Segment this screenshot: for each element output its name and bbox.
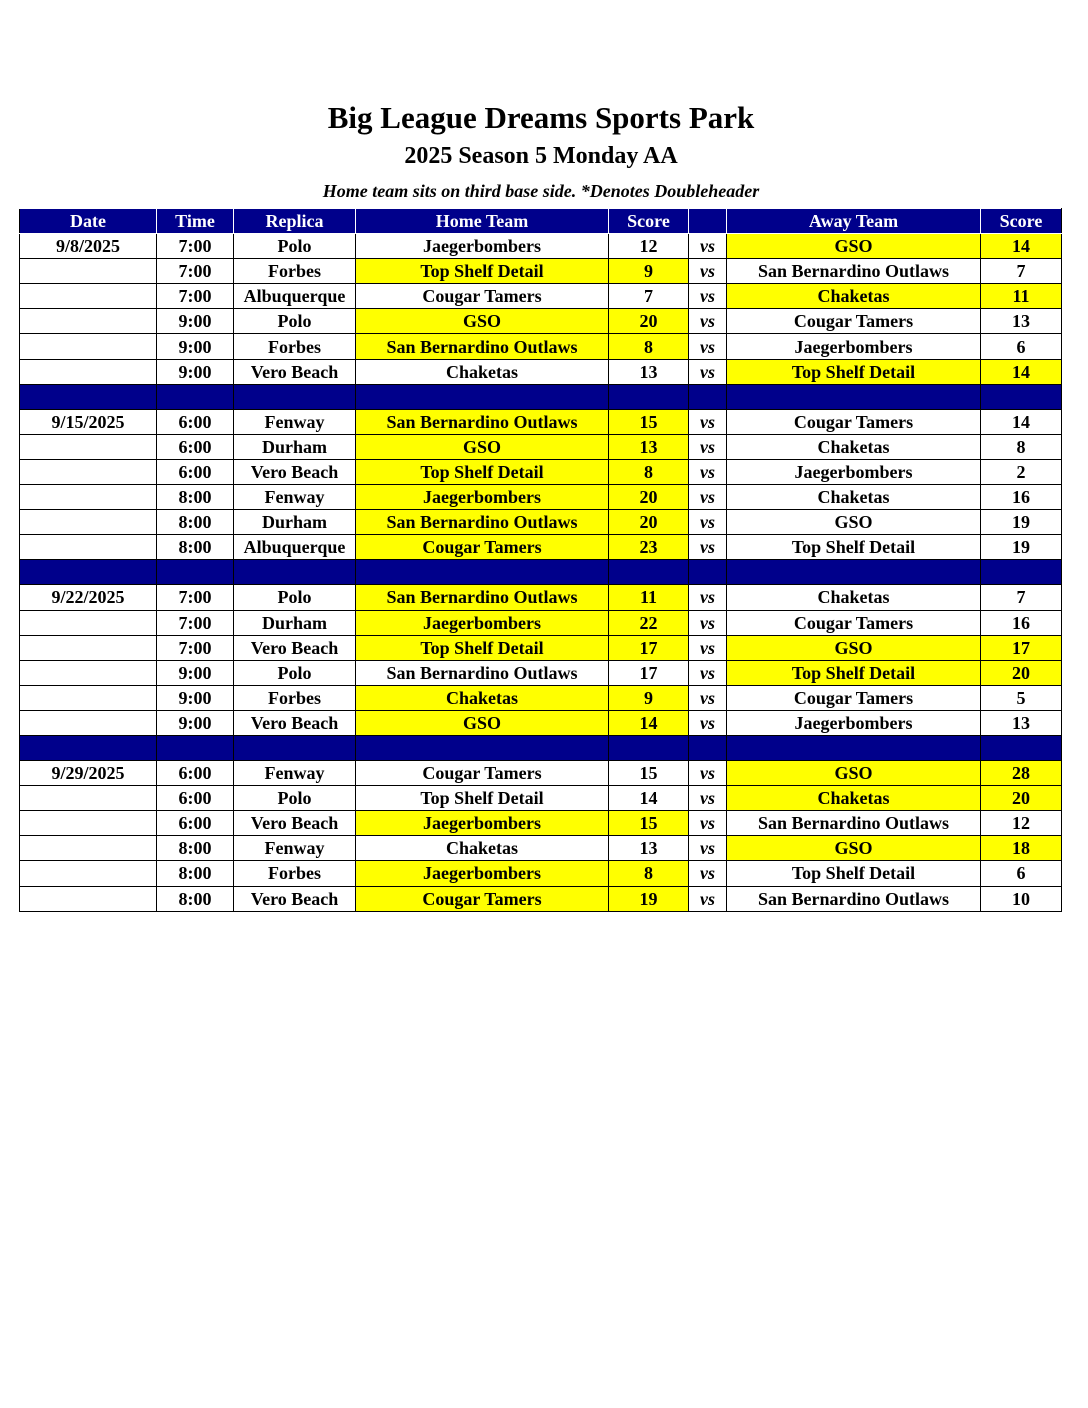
- home-score-cell: 9: [609, 259, 689, 284]
- home-score-cell: 15: [609, 409, 689, 434]
- time-cell: 7:00: [157, 234, 234, 259]
- time-cell: 7:00: [157, 635, 234, 660]
- separator-cell: [609, 384, 689, 409]
- schedule-table: [19, 208, 1062, 912]
- away-team-cell: Cougar Tamers: [727, 309, 981, 334]
- away-team-cell: GSO: [727, 836, 981, 861]
- home-team-cell: GSO: [356, 434, 609, 459]
- schedule-body: [20, 234, 1062, 912]
- vs-cell: vs: [689, 861, 727, 886]
- home-score-cell: 15: [609, 761, 689, 786]
- vs-cell: vs: [689, 359, 727, 384]
- home-team-cell: San Bernardino Outlaws: [356, 409, 609, 434]
- separator-cell: [157, 560, 234, 585]
- away-team-cell: Chaketas: [727, 786, 981, 811]
- week-separator-row: [20, 560, 1062, 585]
- home-score-cell: 8: [609, 334, 689, 359]
- away-team-cell: Cougar Tamers: [727, 685, 981, 710]
- away-team-cell: San Bernardino Outlaws: [727, 259, 981, 284]
- away-score-cell: 16: [981, 610, 1062, 635]
- time-cell: 7:00: [157, 284, 234, 309]
- game-row: [20, 284, 1062, 309]
- away-team-cell: Chaketas: [727, 284, 981, 309]
- time-cell: 9:00: [157, 334, 234, 359]
- replica-cell: Vero Beach: [234, 635, 356, 660]
- time-cell: 6:00: [157, 811, 234, 836]
- away-team-cell: Chaketas: [727, 485, 981, 510]
- replica-cell: Polo: [234, 786, 356, 811]
- date-cell: [20, 836, 157, 861]
- schedule-note: Home team sits on third base side. *Denotes Doubleheader: [322, 181, 760, 201]
- away-team-cell: Chaketas: [727, 585, 981, 610]
- game-row: [20, 610, 1062, 635]
- away-score-cell: 20: [981, 786, 1062, 811]
- replica-cell: Polo: [234, 585, 356, 610]
- separator-cell: [727, 560, 981, 585]
- separator-cell: [157, 384, 234, 409]
- home-score-cell: 8: [609, 459, 689, 484]
- date-cell: [20, 610, 157, 635]
- away-score-cell: 8: [981, 434, 1062, 459]
- vs-cell: vs: [689, 710, 727, 735]
- home-team-cell: Jaegerbombers: [356, 485, 609, 510]
- vs-cell: vs: [689, 660, 727, 685]
- away-score-cell: 10: [981, 886, 1062, 911]
- home-team-cell: Cougar Tamers: [356, 284, 609, 309]
- away-score-cell: 19: [981, 535, 1062, 560]
- separator-cell: [727, 735, 981, 760]
- away-team-cell: Cougar Tamers: [727, 610, 981, 635]
- game-row: [20, 761, 1062, 786]
- home-team-cell: Jaegerbombers: [356, 234, 609, 259]
- date-cell: 9/22/2025: [20, 585, 157, 610]
- game-row: [20, 259, 1062, 284]
- home-score-cell: 7: [609, 284, 689, 309]
- home-score-cell: 14: [609, 710, 689, 735]
- vs-cell: vs: [689, 585, 727, 610]
- date-cell: [20, 635, 157, 660]
- home-team-cell: Top Shelf Detail: [356, 459, 609, 484]
- home-score-cell: 11: [609, 585, 689, 610]
- vs-cell: vs: [689, 535, 727, 560]
- vs-cell: vs: [689, 409, 727, 434]
- time-cell: 7:00: [157, 610, 234, 635]
- away-score-cell: 17: [981, 635, 1062, 660]
- away-score-cell: 20: [981, 660, 1062, 685]
- game-row: [20, 660, 1062, 685]
- time-cell: 8:00: [157, 861, 234, 886]
- home-team-cell: Jaegerbombers: [356, 811, 609, 836]
- separator-cell: [609, 735, 689, 760]
- home-team-cell: Chaketas: [356, 836, 609, 861]
- game-row: [20, 886, 1062, 911]
- game-row: [20, 836, 1062, 861]
- time-cell: 6:00: [157, 409, 234, 434]
- home-score-cell: 19: [609, 886, 689, 911]
- away-team-cell: GSO: [727, 635, 981, 660]
- date-cell: [20, 259, 157, 284]
- home-score-cell: 14: [609, 786, 689, 811]
- home-team-cell: Jaegerbombers: [356, 610, 609, 635]
- away-score-cell: 6: [981, 334, 1062, 359]
- game-row: [20, 585, 1062, 610]
- home-team-cell: GSO: [356, 710, 609, 735]
- home-score-cell: 15: [609, 811, 689, 836]
- away-score-cell: 12: [981, 811, 1062, 836]
- date-cell: [20, 309, 157, 334]
- col-header-home-score: Score: [609, 209, 689, 234]
- separator-cell: [981, 560, 1062, 585]
- replica-cell: Vero Beach: [234, 886, 356, 911]
- separator-cell: [356, 560, 609, 585]
- home-team-cell: San Bernardino Outlaws: [356, 334, 609, 359]
- separator-cell: [727, 384, 981, 409]
- separator-cell: [234, 735, 356, 760]
- home-score-cell: 13: [609, 836, 689, 861]
- replica-cell: Polo: [234, 309, 356, 334]
- vs-cell: vs: [689, 836, 727, 861]
- game-row: [20, 811, 1062, 836]
- home-team-cell: Cougar Tamers: [356, 535, 609, 560]
- replica-cell: Vero Beach: [234, 811, 356, 836]
- home-score-cell: 13: [609, 359, 689, 384]
- away-score-cell: 5: [981, 685, 1062, 710]
- separator-cell: [234, 560, 356, 585]
- week-separator-row: [20, 384, 1062, 409]
- game-row: [20, 685, 1062, 710]
- separator-cell: [356, 384, 609, 409]
- home-team-cell: Jaegerbombers: [356, 861, 609, 886]
- time-cell: 6:00: [157, 459, 234, 484]
- header-row: [20, 209, 1062, 234]
- time-cell: 7:00: [157, 259, 234, 284]
- col-header-home-team: Home Team: [356, 209, 609, 234]
- away-team-cell: Jaegerbombers: [727, 459, 981, 484]
- date-cell: [20, 510, 157, 535]
- time-cell: 8:00: [157, 485, 234, 510]
- time-cell: 9:00: [157, 685, 234, 710]
- game-row: [20, 409, 1062, 434]
- away-score-cell: 19: [981, 510, 1062, 535]
- replica-cell: Fenway: [234, 761, 356, 786]
- separator-cell: [689, 384, 727, 409]
- game-row: [20, 635, 1062, 660]
- away-score-cell: 11: [981, 284, 1062, 309]
- time-cell: 6:00: [157, 786, 234, 811]
- home-score-cell: 17: [609, 635, 689, 660]
- away-score-cell: 13: [981, 309, 1062, 334]
- game-row: [20, 309, 1062, 334]
- col-header-vs: [689, 209, 727, 234]
- replica-cell: Fenway: [234, 485, 356, 510]
- date-cell: [20, 535, 157, 560]
- date-cell: 9/29/2025: [20, 761, 157, 786]
- time-cell: 9:00: [157, 660, 234, 685]
- home-score-cell: 22: [609, 610, 689, 635]
- time-cell: 6:00: [157, 761, 234, 786]
- away-team-cell: GSO: [727, 234, 981, 259]
- game-row: [20, 359, 1062, 384]
- time-cell: 9:00: [157, 359, 234, 384]
- time-cell: 9:00: [157, 710, 234, 735]
- time-cell: 8:00: [157, 886, 234, 911]
- col-header-replica: Replica: [234, 209, 356, 234]
- separator-cell: [981, 384, 1062, 409]
- home-team-cell: Chaketas: [356, 685, 609, 710]
- home-score-cell: 8: [609, 861, 689, 886]
- time-cell: 9:00: [157, 309, 234, 334]
- home-team-cell: San Bernardino Outlaws: [356, 510, 609, 535]
- date-cell: [20, 359, 157, 384]
- replica-cell: Fenway: [234, 836, 356, 861]
- home-score-cell: 20: [609, 510, 689, 535]
- replica-cell: Polo: [234, 660, 356, 685]
- game-row: [20, 786, 1062, 811]
- replica-cell: Forbes: [234, 861, 356, 886]
- game-row: [20, 459, 1062, 484]
- away-score-cell: 6: [981, 861, 1062, 886]
- home-score-cell: 17: [609, 660, 689, 685]
- separator-cell: [157, 735, 234, 760]
- date-cell: [20, 861, 157, 886]
- date-cell: [20, 459, 157, 484]
- away-team-cell: Jaegerbombers: [727, 334, 981, 359]
- separator-cell: [20, 735, 157, 760]
- home-score-cell: 9: [609, 685, 689, 710]
- date-cell: [20, 685, 157, 710]
- vs-cell: vs: [689, 510, 727, 535]
- date-cell: [20, 886, 157, 911]
- replica-cell: Albuquerque: [234, 535, 356, 560]
- separator-cell: [356, 735, 609, 760]
- home-team-cell: San Bernardino Outlaws: [356, 585, 609, 610]
- separator-cell: [609, 560, 689, 585]
- vs-cell: vs: [689, 635, 727, 660]
- away-score-cell: 7: [981, 585, 1062, 610]
- home-score-cell: 13: [609, 434, 689, 459]
- home-team-cell: Top Shelf Detail: [356, 635, 609, 660]
- vs-cell: vs: [689, 309, 727, 334]
- away-team-cell: Top Shelf Detail: [727, 861, 981, 886]
- separator-cell: [981, 735, 1062, 760]
- away-team-cell: Top Shelf Detail: [727, 359, 981, 384]
- replica-cell: Vero Beach: [234, 459, 356, 484]
- date-cell: [20, 334, 157, 359]
- vs-cell: vs: [689, 459, 727, 484]
- vs-cell: vs: [689, 685, 727, 710]
- time-cell: 7:00: [157, 585, 234, 610]
- replica-cell: Forbes: [234, 334, 356, 359]
- replica-cell: Durham: [234, 510, 356, 535]
- away-score-cell: 14: [981, 409, 1062, 434]
- replica-cell: Durham: [234, 434, 356, 459]
- vs-cell: vs: [689, 434, 727, 459]
- replica-cell: Forbes: [234, 685, 356, 710]
- home-team-cell: Cougar Tamers: [356, 761, 609, 786]
- game-row: [20, 334, 1062, 359]
- away-team-cell: Cougar Tamers: [727, 409, 981, 434]
- away-team-cell: Chaketas: [727, 434, 981, 459]
- home-score-cell: 20: [609, 309, 689, 334]
- home-team-cell: Cougar Tamers: [356, 886, 609, 911]
- replica-cell: Polo: [234, 234, 356, 259]
- away-score-cell: 14: [981, 359, 1062, 384]
- time-cell: 8:00: [157, 535, 234, 560]
- col-header-away-score: Score: [981, 209, 1062, 234]
- vs-cell: vs: [689, 811, 727, 836]
- away-team-cell: GSO: [727, 510, 981, 535]
- game-row: [20, 510, 1062, 535]
- date-cell: [20, 434, 157, 459]
- home-team-cell: Top Shelf Detail: [356, 786, 609, 811]
- date-cell: [20, 710, 157, 735]
- week-separator-row: [20, 735, 1062, 760]
- date-cell: 9/15/2025: [20, 409, 157, 434]
- date-cell: [20, 485, 157, 510]
- date-cell: 9/8/2025: [20, 234, 157, 259]
- date-cell: [20, 284, 157, 309]
- replica-cell: Albuquerque: [234, 284, 356, 309]
- home-team-cell: Chaketas: [356, 359, 609, 384]
- game-row: [20, 710, 1062, 735]
- vs-cell: vs: [689, 234, 727, 259]
- vs-cell: vs: [689, 761, 727, 786]
- away-team-cell: Top Shelf Detail: [727, 535, 981, 560]
- home-score-cell: 20: [609, 485, 689, 510]
- replica-cell: Vero Beach: [234, 359, 356, 384]
- separator-cell: [20, 384, 157, 409]
- separator-cell: [234, 384, 356, 409]
- away-team-cell: San Bernardino Outlaws: [727, 811, 981, 836]
- away-score-cell: 28: [981, 761, 1062, 786]
- game-row: [20, 535, 1062, 560]
- col-header-time: Time: [157, 209, 234, 234]
- time-cell: 8:00: [157, 510, 234, 535]
- date-cell: [20, 786, 157, 811]
- vs-cell: vs: [689, 610, 727, 635]
- away-team-cell: GSO: [727, 761, 981, 786]
- separator-cell: [689, 560, 727, 585]
- date-cell: [20, 660, 157, 685]
- away-score-cell: 7: [981, 259, 1062, 284]
- col-header-date: Date: [20, 209, 157, 234]
- away-team-cell: Top Shelf Detail: [727, 660, 981, 685]
- replica-cell: Fenway: [234, 409, 356, 434]
- vs-cell: vs: [689, 334, 727, 359]
- away-score-cell: 14: [981, 234, 1062, 259]
- away-team-cell: Jaegerbombers: [727, 710, 981, 735]
- home-score-cell: 12: [609, 234, 689, 259]
- replica-cell: Durham: [234, 610, 356, 635]
- date-cell: [20, 811, 157, 836]
- home-team-cell: San Bernardino Outlaws: [356, 660, 609, 685]
- separator-cell: [20, 560, 157, 585]
- away-score-cell: 13: [981, 710, 1062, 735]
- away-score-cell: 18: [981, 836, 1062, 861]
- time-cell: 8:00: [157, 836, 234, 861]
- time-cell: 6:00: [157, 434, 234, 459]
- game-row: [20, 234, 1062, 259]
- home-team-cell: Top Shelf Detail: [356, 259, 609, 284]
- game-row: [20, 434, 1062, 459]
- vs-cell: vs: [689, 886, 727, 911]
- home-score-cell: 23: [609, 535, 689, 560]
- away-score-cell: 16: [981, 485, 1062, 510]
- separator-cell: [689, 735, 727, 760]
- page-title: Big League Dreams Sports Park: [327, 100, 755, 135]
- replica-cell: Forbes: [234, 259, 356, 284]
- game-row: [20, 861, 1062, 886]
- page-subtitle: 2025 Season 5 Monday AA: [404, 143, 678, 169]
- home-team-cell: GSO: [356, 309, 609, 334]
- col-header-away-team: Away Team: [727, 209, 981, 234]
- replica-cell: Vero Beach: [234, 710, 356, 735]
- vs-cell: vs: [689, 259, 727, 284]
- game-row: [20, 485, 1062, 510]
- away-team-cell: San Bernardino Outlaws: [727, 886, 981, 911]
- vs-cell: vs: [689, 485, 727, 510]
- vs-cell: vs: [689, 284, 727, 309]
- vs-cell: vs: [689, 786, 727, 811]
- away-score-cell: 2: [981, 459, 1062, 484]
